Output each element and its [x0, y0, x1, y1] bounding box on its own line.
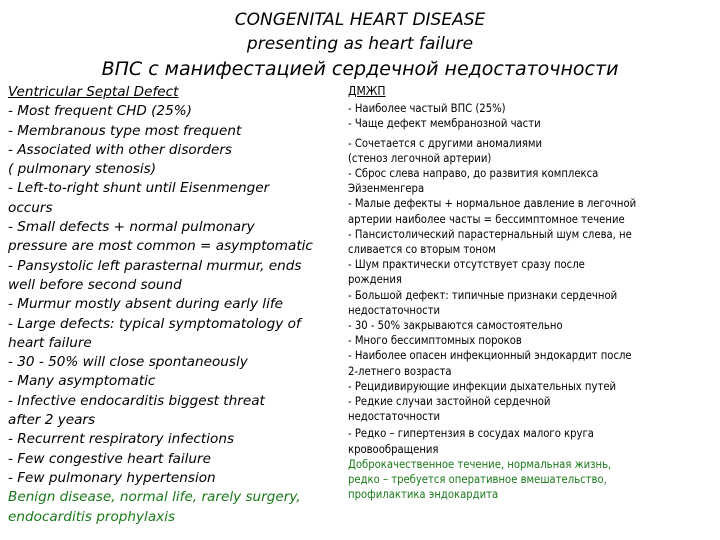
slide-title: [0, 8, 720, 82]
english-line: - Pansystolic left parasternal murmur, ends: [8, 257, 302, 274]
russian-summary-line: профилактика эндокардита: [348, 488, 499, 502]
russian-line: - Пансистолический парастернальный шум слева, не: [348, 227, 632, 241]
russian-line: сливается со вторым тоном: [348, 243, 496, 257]
english-line: - 30 - 50% will close spontaneously: [8, 354, 248, 371]
english-line: - Most frequent CHD (25%): [8, 103, 192, 120]
russian-line: (стеноз легочной артерии): [348, 151, 492, 165]
russian-line: - Сброс слева направо, до развития комплекса: [348, 167, 599, 181]
russian-line: - Большой дефект: типичные признаки сердечной: [348, 288, 618, 302]
russian-heading: ДМЖП: [348, 84, 386, 98]
russian-line: рождения: [348, 273, 402, 287]
title-line-3: ВПС с манифестацией сердечной недостаточности: [101, 58, 619, 80]
russian-line: артерии наиболее часты = бессимптомное течение: [348, 212, 625, 226]
english-summary-line: Benign disease, normal life, rarely surgery,: [8, 489, 301, 506]
russian-line: - 30 - 50% закрываются самостоятельно: [348, 319, 563, 333]
english-column: [8, 83, 338, 527]
russian-summary-line: Доброкачественное течение, нормальная жизнь,: [348, 457, 612, 471]
english-line: occurs: [8, 199, 53, 216]
russian-line: - Рецидивирующие инфекции дыхательных путей: [348, 379, 617, 393]
english-line: - Few pulmonary hypertension: [8, 469, 216, 486]
russian-column: [348, 84, 716, 502]
russian-line: кровообращения: [348, 442, 439, 456]
english-line: heart failure: [8, 334, 92, 351]
russian-line: недостаточности: [348, 410, 441, 424]
russian-line: - Малые дефекты + нормальное давление в легочной: [348, 197, 637, 211]
english-line: - Membranous type most frequent: [8, 122, 242, 139]
english-line: ( pulmonary stenosis): [8, 161, 157, 178]
english-line: - Recurrent respiratory infections: [8, 431, 235, 448]
russian-line: - Шум практически отсутствует сразу после: [348, 258, 585, 272]
english-line: - Few congestive heart failure: [8, 450, 211, 467]
russian-line: - Много бессимптомных пороков: [348, 334, 522, 348]
english-line: - Associated with other disorders: [8, 141, 232, 158]
english-line: well before second sound: [8, 276, 182, 293]
russian-line: - Сочетается с другими аномалиями: [348, 136, 543, 150]
title-line-1: CONGENITAL HEART DISEASE: [234, 10, 486, 30]
english-line: - Infective endocarditis biggest threat: [8, 392, 265, 409]
russian-line: 2-летнего возраста: [348, 364, 452, 378]
russian-line: - Редкие случаи застойной сердечной: [348, 395, 551, 409]
russian-summary-line: редко – требуется оперативное вмешательство,: [348, 473, 607, 487]
english-summary-line: endocarditis prophylaxis: [8, 508, 176, 525]
english-heading: Ventricular Septal Defect: [8, 84, 179, 100]
russian-line: - Наиболее опасен инфекционный эндокардит после: [348, 349, 632, 363]
english-line: - Left-to-right shunt until Eisenmenger: [8, 180, 270, 197]
russian-line: - Наиболее частый ВПС (25%): [348, 102, 506, 116]
russian-line: - Чаще дефект мембранозной части: [348, 117, 541, 131]
english-line: pressure are most common = asymptomatic: [8, 238, 313, 255]
russian-line: - Редко – гипертензия в сосудах малого круга: [348, 427, 594, 441]
english-line: - Small defects + normal pulmonary: [8, 219, 255, 236]
english-line: - Murmur mostly absent during early life: [8, 296, 284, 313]
russian-line: Эйзенменгера: [348, 182, 425, 196]
english-line: - Large defects: typical symptomatology of: [8, 315, 301, 332]
english-line: after 2 years: [8, 412, 96, 429]
title-line-2: presenting as heart failure: [246, 34, 474, 54]
english-line: - Many asymptomatic: [8, 373, 156, 390]
russian-line: недостаточности: [348, 303, 441, 317]
